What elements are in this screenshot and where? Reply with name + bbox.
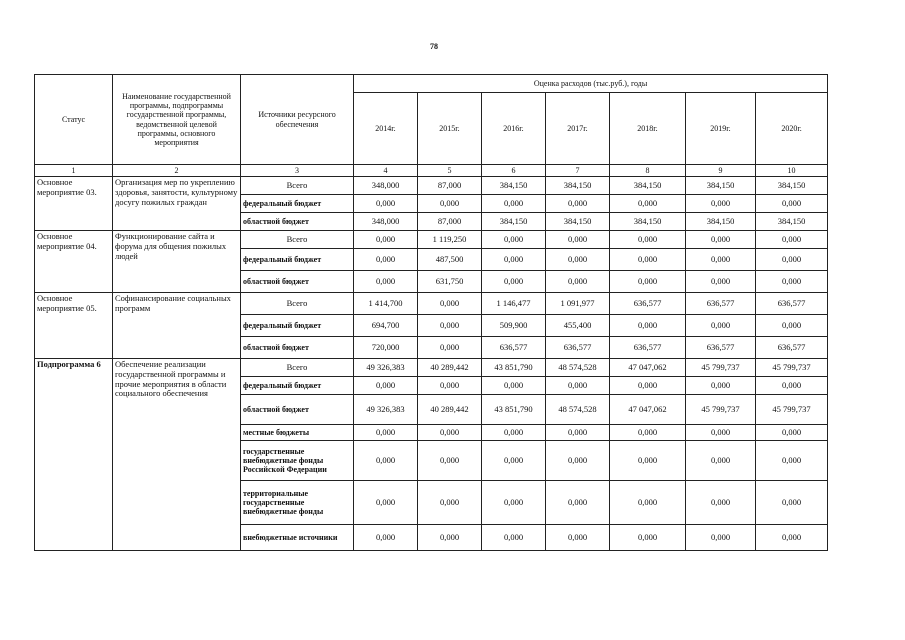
amount-cell: 0,000 bbox=[546, 481, 610, 525]
amount-cell: 0,000 bbox=[686, 195, 756, 213]
amount-cell: 0,000 bbox=[354, 441, 418, 481]
amount-cell: 40 289,442 bbox=[418, 395, 482, 425]
column-index-row bbox=[35, 165, 828, 177]
header-year: 2015г. bbox=[418, 93, 482, 165]
amount-cell: 0,000 bbox=[354, 377, 418, 395]
funding-source: территориальные государственные внебюджетные фонды bbox=[241, 481, 354, 525]
table-row bbox=[35, 177, 828, 195]
funding-source: областной бюджет bbox=[241, 271, 354, 293]
amount-cell: 0,000 bbox=[686, 271, 756, 293]
amount-cell: 509,900 bbox=[482, 315, 546, 337]
amount-cell: 0,000 bbox=[686, 231, 756, 249]
amount-cell: 0,000 bbox=[482, 271, 546, 293]
amount-cell: 0,000 bbox=[756, 525, 828, 551]
amount-cell: 0,000 bbox=[610, 195, 686, 213]
amount-cell: 48 574,528 bbox=[546, 359, 610, 377]
header-year: 2017г. bbox=[546, 93, 610, 165]
column-index: 1 bbox=[35, 165, 113, 177]
amount-cell: 0,000 bbox=[610, 425, 686, 441]
amount-cell: 0,000 bbox=[354, 271, 418, 293]
amount-cell: 49 326,383 bbox=[354, 359, 418, 377]
header-year: 2020г. bbox=[756, 93, 828, 165]
header-name: Наименование государственной программы, подпрограммы государственной программы, ведомственной целевой программы, основного мероприятия bbox=[113, 75, 241, 165]
amount-cell: 0,000 bbox=[482, 425, 546, 441]
amount-cell: 47 047,062 bbox=[610, 395, 686, 425]
amount-cell: 636,577 bbox=[756, 293, 828, 315]
funding-source: областной бюджет bbox=[241, 395, 354, 425]
header-year: 2016г. bbox=[482, 93, 546, 165]
amount-cell: 0,000 bbox=[610, 377, 686, 395]
amount-cell: 45 799,737 bbox=[756, 395, 828, 425]
header-year: 2014г. bbox=[354, 93, 418, 165]
row-program-name: Организация мер по укреплению здоровья, занятости, культурному досугу пожилых граждан bbox=[113, 177, 241, 231]
header-sources: Источники ресурсного обеспечения bbox=[241, 75, 354, 165]
amount-cell: 0,000 bbox=[418, 441, 482, 481]
amount-cell: 0,000 bbox=[354, 481, 418, 525]
funding-source: Всего bbox=[241, 293, 354, 315]
amount-cell: 0,000 bbox=[546, 441, 610, 481]
amount-cell: 0,000 bbox=[686, 525, 756, 551]
amount-cell: 49 326,383 bbox=[354, 395, 418, 425]
amount-cell: 0,000 bbox=[686, 249, 756, 271]
amount-cell: 0,000 bbox=[686, 377, 756, 395]
column-index: 2 bbox=[113, 165, 241, 177]
amount-cell: 43 851,790 bbox=[482, 359, 546, 377]
budget-table bbox=[34, 74, 828, 551]
amount-cell: 0,000 bbox=[686, 441, 756, 481]
amount-cell: 0,000 bbox=[418, 337, 482, 359]
amount-cell: 0,000 bbox=[610, 249, 686, 271]
amount-cell: 487,500 bbox=[418, 249, 482, 271]
amount-cell: 0,000 bbox=[418, 377, 482, 395]
page-number: 78 bbox=[430, 42, 438, 51]
amount-cell: 0,000 bbox=[482, 249, 546, 271]
amount-cell: 636,577 bbox=[610, 337, 686, 359]
amount-cell: 1 414,700 bbox=[354, 293, 418, 315]
amount-cell: 0,000 bbox=[546, 425, 610, 441]
funding-source: федеральный бюджет bbox=[241, 249, 354, 271]
amount-cell: 636,577 bbox=[686, 337, 756, 359]
funding-source: федеральный бюджет bbox=[241, 195, 354, 213]
amount-cell: 384,150 bbox=[756, 177, 828, 195]
header-status: Статус bbox=[35, 75, 113, 165]
amount-cell: 87,000 bbox=[418, 213, 482, 231]
funding-source: Всего bbox=[241, 359, 354, 377]
amount-cell: 384,150 bbox=[686, 177, 756, 195]
table-body bbox=[35, 75, 828, 551]
amount-cell: 0,000 bbox=[756, 425, 828, 441]
column-index: 7 bbox=[546, 165, 610, 177]
amount-cell: 0,000 bbox=[418, 293, 482, 315]
amount-cell: 0,000 bbox=[610, 271, 686, 293]
amount-cell: 348,000 bbox=[354, 213, 418, 231]
amount-cell: 0,000 bbox=[418, 315, 482, 337]
column-index: 3 bbox=[241, 165, 354, 177]
amount-cell: 384,150 bbox=[686, 213, 756, 231]
amount-cell: 384,150 bbox=[482, 177, 546, 195]
funding-source: областной бюджет bbox=[241, 337, 354, 359]
amount-cell: 384,150 bbox=[546, 213, 610, 231]
column-index: 6 bbox=[482, 165, 546, 177]
amount-cell: 694,700 bbox=[354, 315, 418, 337]
amount-cell: 1 119,250 bbox=[418, 231, 482, 249]
amount-cell: 0,000 bbox=[546, 249, 610, 271]
amount-cell: 48 574,528 bbox=[546, 395, 610, 425]
header-year: 2018г. bbox=[610, 93, 686, 165]
amount-cell: 0,000 bbox=[354, 525, 418, 551]
row-status: Основное мероприятие 04. bbox=[35, 231, 113, 293]
amount-cell: 0,000 bbox=[756, 481, 828, 525]
amount-cell: 0,000 bbox=[546, 231, 610, 249]
header-year: 2019г. bbox=[686, 93, 756, 165]
funding-source: Всего bbox=[241, 231, 354, 249]
amount-cell: 0,000 bbox=[756, 195, 828, 213]
row-status: Подпрограмма 6 bbox=[35, 359, 113, 551]
amount-cell: 0,000 bbox=[546, 525, 610, 551]
amount-cell: 0,000 bbox=[418, 481, 482, 525]
table-row bbox=[35, 359, 828, 377]
amount-cell: 0,000 bbox=[418, 425, 482, 441]
amount-cell: 45 799,737 bbox=[686, 359, 756, 377]
amount-cell: 636,577 bbox=[610, 293, 686, 315]
funding-source: федеральный бюджет bbox=[241, 315, 354, 337]
amount-cell: 0,000 bbox=[756, 231, 828, 249]
amount-cell: 0,000 bbox=[686, 425, 756, 441]
amount-cell: 384,150 bbox=[482, 213, 546, 231]
amount-cell: 636,577 bbox=[546, 337, 610, 359]
column-index: 4 bbox=[354, 165, 418, 177]
amount-cell: 0,000 bbox=[482, 441, 546, 481]
amount-cell: 47 047,062 bbox=[610, 359, 686, 377]
amount-cell: 0,000 bbox=[482, 525, 546, 551]
amount-cell: 43 851,790 bbox=[482, 395, 546, 425]
amount-cell: 0,000 bbox=[610, 231, 686, 249]
amount-cell: 0,000 bbox=[482, 481, 546, 525]
amount-cell: 0,000 bbox=[610, 441, 686, 481]
amount-cell: 40 289,442 bbox=[418, 359, 482, 377]
funding-source: внебюджетные источники bbox=[241, 525, 354, 551]
amount-cell: 0,000 bbox=[354, 425, 418, 441]
amount-cell: 384,150 bbox=[610, 177, 686, 195]
amount-cell: 0,000 bbox=[482, 195, 546, 213]
row-status: Основное мероприятие 03. bbox=[35, 177, 113, 231]
row-status: Основное мероприятие 05. bbox=[35, 293, 113, 359]
amount-cell: 636,577 bbox=[482, 337, 546, 359]
amount-cell: 0,000 bbox=[686, 315, 756, 337]
funding-source: местные бюджеты bbox=[241, 425, 354, 441]
amount-cell: 348,000 bbox=[354, 177, 418, 195]
amount-cell: 0,000 bbox=[610, 525, 686, 551]
amount-cell: 0,000 bbox=[546, 271, 610, 293]
row-program-name: Функционирование сайта и форума для общения пожилых людей bbox=[113, 231, 241, 293]
amount-cell: 384,150 bbox=[610, 213, 686, 231]
row-program-name: Софинансирование социальных программ bbox=[113, 293, 241, 359]
amount-cell: 455,400 bbox=[546, 315, 610, 337]
amount-cell: 631,750 bbox=[418, 271, 482, 293]
amount-cell: 0,000 bbox=[756, 441, 828, 481]
amount-cell: 384,150 bbox=[546, 177, 610, 195]
funding-source: Всего bbox=[241, 177, 354, 195]
amount-cell: 636,577 bbox=[756, 337, 828, 359]
amount-cell: 0,000 bbox=[354, 195, 418, 213]
amount-cell: 87,000 bbox=[418, 177, 482, 195]
amount-cell: 45 799,737 bbox=[686, 395, 756, 425]
amount-cell: 0,000 bbox=[546, 195, 610, 213]
column-index: 5 bbox=[418, 165, 482, 177]
amount-cell: 0,000 bbox=[756, 271, 828, 293]
column-index: 8 bbox=[610, 165, 686, 177]
amount-cell: 0,000 bbox=[482, 231, 546, 249]
funding-source: государственные внебюджетные фонды Российской Федерации bbox=[241, 441, 354, 481]
table-row bbox=[35, 293, 828, 315]
amount-cell: 0,000 bbox=[354, 249, 418, 271]
amount-cell: 0,000 bbox=[418, 525, 482, 551]
amount-cell: 384,150 bbox=[756, 213, 828, 231]
amount-cell: 0,000 bbox=[686, 481, 756, 525]
amount-cell: 1 146,477 bbox=[482, 293, 546, 315]
header-costs: Оценка расходов (тыс.руб.), годы bbox=[354, 75, 828, 93]
column-index: 9 bbox=[686, 165, 756, 177]
amount-cell: 45 799,737 bbox=[756, 359, 828, 377]
table-row bbox=[35, 231, 828, 249]
amount-cell: 0,000 bbox=[354, 231, 418, 249]
column-index: 10 bbox=[756, 165, 828, 177]
amount-cell: 636,577 bbox=[686, 293, 756, 315]
funding-source: федеральный бюджет bbox=[241, 377, 354, 395]
amount-cell: 0,000 bbox=[418, 195, 482, 213]
row-program-name: Обеспечение реализации государственной программы и прочие мероприятия в области социального обеспечения bbox=[113, 359, 241, 551]
amount-cell: 0,000 bbox=[482, 377, 546, 395]
amount-cell: 0,000 bbox=[756, 249, 828, 271]
amount-cell: 0,000 bbox=[546, 377, 610, 395]
amount-cell: 0,000 bbox=[610, 481, 686, 525]
funding-source: областной бюджет bbox=[241, 213, 354, 231]
amount-cell: 0,000 bbox=[756, 315, 828, 337]
amount-cell: 720,000 bbox=[354, 337, 418, 359]
amount-cell: 0,000 bbox=[756, 377, 828, 395]
amount-cell: 1 091,977 bbox=[546, 293, 610, 315]
amount-cell: 0,000 bbox=[610, 315, 686, 337]
